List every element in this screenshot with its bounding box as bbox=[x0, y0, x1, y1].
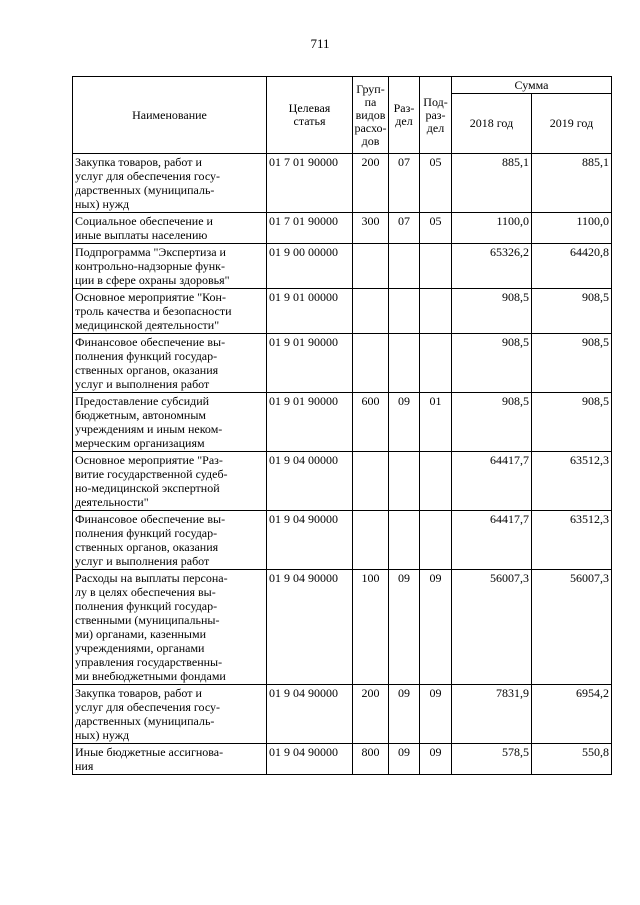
row-name-line: Подпрограмма "Экспертиза и bbox=[75, 245, 226, 259]
row-sum-2018: 908,5 bbox=[452, 289, 532, 334]
row-name-line: управления государственны- bbox=[75, 655, 223, 669]
row-name-line: услуг и выполнения работ bbox=[75, 377, 210, 391]
row-subsection bbox=[420, 334, 452, 393]
row-sum-2018: 885,1 bbox=[452, 154, 532, 213]
row-name-line: мерческим организациям bbox=[75, 436, 205, 450]
header-text-line: дов bbox=[361, 133, 380, 148]
row-target-code: 01 7 01 90000 bbox=[267, 213, 353, 244]
row-target-code: 01 9 04 90000 bbox=[267, 511, 353, 570]
header-text-line: видов bbox=[355, 107, 386, 122]
row-target-code: 01 9 04 90000 bbox=[267, 685, 353, 744]
row-name-line: полнения функций государ- bbox=[75, 599, 218, 613]
row-sum-2018: 1100,0 bbox=[452, 213, 532, 244]
row-name-line: ных) нужд bbox=[75, 197, 130, 211]
header-sum: Сумма bbox=[452, 77, 612, 94]
header-text-line: Груп- bbox=[356, 81, 385, 96]
row-target-code: 01 7 01 90000 bbox=[267, 154, 353, 213]
row-name-line: ственными (муниципальны- bbox=[75, 613, 220, 627]
row-name bbox=[73, 393, 267, 452]
row-name bbox=[73, 685, 267, 744]
row-name bbox=[73, 289, 267, 334]
row-name-line: услуг для обеспечения госу- bbox=[75, 169, 221, 183]
row-subsection bbox=[420, 511, 452, 570]
row-target-code: 01 9 04 90000 bbox=[267, 570, 353, 685]
header-target bbox=[267, 77, 353, 154]
row-sum-2019: 64420,8 bbox=[532, 244, 612, 289]
row-target-code: 01 9 00 00000 bbox=[267, 244, 353, 289]
row-subsection: 05 bbox=[420, 154, 452, 213]
header-text-line: Раз- bbox=[393, 101, 415, 115]
row-subsection: 05 bbox=[420, 213, 452, 244]
header-text-line: Под- bbox=[423, 94, 448, 109]
row-name bbox=[73, 154, 267, 213]
budget-table bbox=[72, 76, 612, 775]
row-section: 09 bbox=[389, 570, 420, 685]
row-sum-2018: 908,5 bbox=[452, 393, 532, 452]
table-row bbox=[73, 744, 612, 775]
row-expense-group bbox=[353, 289, 389, 334]
row-name-line: Основное мероприятие "Кон- bbox=[75, 290, 226, 304]
row-name-line: Расходы на выплаты персона- bbox=[75, 571, 228, 585]
row-name-line: Финансовое обеспечение вы- bbox=[75, 512, 226, 526]
header-year-2018: 2018 год bbox=[452, 94, 532, 154]
row-name-line: дарственных (муниципаль- bbox=[75, 714, 215, 728]
row-sum-2018: 64417,7 bbox=[452, 452, 532, 511]
row-name-line: Закупка товаров, работ и bbox=[75, 686, 202, 700]
header-group bbox=[353, 77, 389, 154]
row-sum-2018: 56007,3 bbox=[452, 570, 532, 685]
row-sum-2019: 63512,3 bbox=[532, 452, 612, 511]
row-target-code: 01 9 01 90000 bbox=[267, 334, 353, 393]
row-name-line: услуг для обеспечения госу- bbox=[75, 700, 221, 714]
row-name-line: ми) органами, казенными bbox=[75, 627, 206, 641]
row-expense-group: 200 bbox=[353, 685, 389, 744]
table-row bbox=[73, 154, 612, 213]
header-subsection bbox=[420, 77, 452, 154]
row-name-line: ственных органов, оказания bbox=[75, 540, 219, 554]
row-expense-group: 300 bbox=[353, 213, 389, 244]
row-section bbox=[389, 334, 420, 393]
row-sum-2019: 885,1 bbox=[532, 154, 612, 213]
row-subsection: 01 bbox=[420, 393, 452, 452]
row-section: 07 bbox=[389, 154, 420, 213]
row-name bbox=[73, 334, 267, 393]
row-name-line: дарственных (муниципаль- bbox=[75, 183, 215, 197]
row-expense-group: 100 bbox=[353, 570, 389, 685]
table-row bbox=[73, 685, 612, 744]
row-name-line: Финансовое обеспечение вы- bbox=[75, 335, 226, 349]
row-sum-2018: 7831,9 bbox=[452, 685, 532, 744]
row-target-code: 01 9 04 00000 bbox=[267, 452, 353, 511]
row-name-line: троль качества и безопасности bbox=[75, 304, 232, 318]
header-text-line: Целевая bbox=[288, 101, 331, 115]
row-subsection: 09 bbox=[420, 570, 452, 685]
table-header bbox=[73, 77, 612, 154]
row-name-line: Социальное обеспечение и bbox=[75, 214, 213, 228]
row-sum-2018: 64417,7 bbox=[452, 511, 532, 570]
header-text-line: статья bbox=[293, 114, 326, 128]
row-expense-group bbox=[353, 334, 389, 393]
header-text-line: раз- bbox=[425, 107, 446, 122]
row-section bbox=[389, 452, 420, 511]
row-expense-group bbox=[353, 511, 389, 570]
table-row bbox=[73, 393, 612, 452]
page-number: 711 bbox=[310, 36, 330, 51]
row-name-line: Закупка товаров, работ и bbox=[75, 155, 202, 169]
row-name-line: Иные бюджетные ассигнова- bbox=[75, 745, 224, 759]
row-target-code: 01 9 01 90000 bbox=[267, 393, 353, 452]
row-target-code: 01 9 04 90000 bbox=[267, 744, 353, 775]
row-name-line: учреждениями, органами bbox=[75, 641, 205, 655]
header-text-line: дел bbox=[395, 114, 413, 128]
row-name-line: иные выплаты населению bbox=[75, 228, 208, 242]
row-section: 09 bbox=[389, 744, 420, 775]
row-name bbox=[73, 244, 267, 289]
row-expense-group bbox=[353, 244, 389, 289]
header-name: Наименование bbox=[73, 77, 267, 154]
row-name bbox=[73, 570, 267, 685]
row-section: 07 bbox=[389, 213, 420, 244]
table-body bbox=[73, 154, 612, 775]
row-sum-2019: 6954,2 bbox=[532, 685, 612, 744]
row-sum-2018: 578,5 bbox=[452, 744, 532, 775]
row-name-line: ственных органов, оказания bbox=[75, 363, 219, 377]
row-section bbox=[389, 244, 420, 289]
table-row bbox=[73, 213, 612, 244]
row-name-line: полнения функций государ- bbox=[75, 349, 218, 363]
row-expense-group: 800 bbox=[353, 744, 389, 775]
row-expense-group bbox=[353, 452, 389, 511]
row-section bbox=[389, 289, 420, 334]
row-name-line: ных) нужд bbox=[75, 728, 130, 742]
row-subsection bbox=[420, 289, 452, 334]
row-subsection bbox=[420, 244, 452, 289]
header-year-2019: 2019 год bbox=[532, 94, 612, 154]
row-section bbox=[389, 511, 420, 570]
row-subsection bbox=[420, 452, 452, 511]
row-name-line: Основное мероприятие "Раз- bbox=[75, 453, 223, 467]
row-name-line: услуг и выполнения работ bbox=[75, 554, 210, 568]
row-name-line: витие государственной судеб- bbox=[75, 467, 228, 481]
row-name-line: медицинской деятельности" bbox=[75, 318, 220, 332]
row-name-line: но-медицинской экспертной bbox=[75, 481, 220, 495]
header-text-line: дел bbox=[426, 120, 445, 135]
row-name-line: лу в целях обеспечения вы- bbox=[75, 585, 216, 599]
row-subsection: 09 bbox=[420, 744, 452, 775]
row-sum-2019: 56007,3 bbox=[532, 570, 612, 685]
header-section bbox=[389, 77, 420, 154]
row-name-line: Предоставление субсидий bbox=[75, 394, 210, 408]
row-sum-2018: 65326,2 bbox=[452, 244, 532, 289]
row-name-line: учреждениям и иным неком- bbox=[75, 422, 223, 436]
row-sum-2019: 63512,3 bbox=[532, 511, 612, 570]
header-text-line: расхо- bbox=[354, 120, 387, 135]
row-sum-2019: 908,5 bbox=[532, 289, 612, 334]
table-row bbox=[73, 244, 612, 289]
row-section: 09 bbox=[389, 393, 420, 452]
header-text-line: па bbox=[364, 94, 377, 109]
row-sum-2019: 550,8 bbox=[532, 744, 612, 775]
row-name-line: ми внебюджетными фондами bbox=[75, 669, 226, 683]
row-expense-group: 600 bbox=[353, 393, 389, 452]
row-name-line: ции в сфере охраны здоровья" bbox=[75, 273, 230, 287]
table-row bbox=[73, 334, 612, 393]
row-sum-2018: 908,5 bbox=[452, 334, 532, 393]
row-sum-2019: 908,5 bbox=[532, 393, 612, 452]
row-name bbox=[73, 744, 267, 775]
row-name bbox=[73, 213, 267, 244]
table-row bbox=[73, 452, 612, 511]
row-name-line: бюджетным, автономным bbox=[75, 408, 206, 422]
row-target-code: 01 9 01 00000 bbox=[267, 289, 353, 334]
table-row bbox=[73, 511, 612, 570]
table-row bbox=[73, 570, 612, 685]
row-name bbox=[73, 511, 267, 570]
row-subsection: 09 bbox=[420, 685, 452, 744]
row-sum-2019: 1100,0 bbox=[532, 213, 612, 244]
table-row bbox=[73, 289, 612, 334]
row-name bbox=[73, 452, 267, 511]
row-name-line: деятельности" bbox=[75, 495, 149, 509]
row-expense-group: 200 bbox=[353, 154, 389, 213]
row-section: 09 bbox=[389, 685, 420, 744]
row-name-line: ния bbox=[75, 759, 94, 773]
row-name-line: контрольно-надзорные функ- bbox=[75, 259, 225, 273]
row-name-line: полнения функций государ- bbox=[75, 526, 218, 540]
row-sum-2019: 908,5 bbox=[532, 334, 612, 393]
